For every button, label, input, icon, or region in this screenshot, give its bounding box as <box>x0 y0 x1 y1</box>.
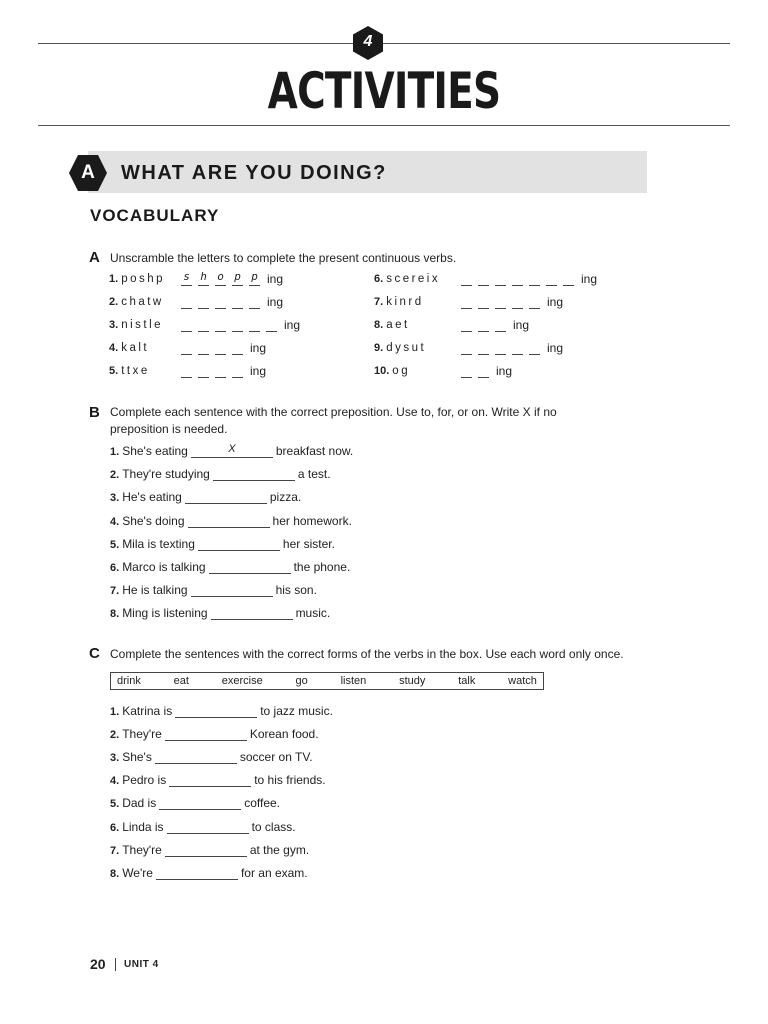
answer-blank[interactable] <box>211 606 293 620</box>
exercise-a-letter: A <box>89 249 100 266</box>
answer-blank[interactable] <box>185 490 267 504</box>
sentence-item <box>110 514 352 528</box>
sentence-item <box>110 843 309 857</box>
letter-blank[interactable] <box>232 363 243 378</box>
letter-blanks <box>461 363 512 378</box>
sentence-item <box>110 490 301 504</box>
letter-blank[interactable]: p <box>232 271 243 286</box>
exercise-b-instruction <box>110 404 650 438</box>
scramble-item <box>374 319 410 331</box>
letter-blank[interactable] <box>266 317 277 332</box>
letter-blank[interactable] <box>232 317 243 332</box>
ing-suffix: ing <box>513 318 530 332</box>
letter-blank[interactable]: h <box>198 271 209 286</box>
sentence-end: her homework. <box>272 513 352 528</box>
letter-blank[interactable] <box>215 317 226 332</box>
page-title: ACTIVITIES <box>267 62 501 120</box>
exercise-c-instruction: Complete the sentences with the correct forms of the verbs in the box. Use each word only once. <box>110 647 624 661</box>
answer-blank[interactable] <box>188 514 270 528</box>
letter-blanks <box>181 363 266 378</box>
answer-blank[interactable] <box>191 583 273 597</box>
letter-blanks <box>461 271 597 286</box>
sentence-item <box>110 583 317 597</box>
sentence-item <box>110 704 333 718</box>
sentence-item <box>110 727 319 741</box>
scramble-item <box>109 273 165 285</box>
sentence-end: at the gym. <box>249 842 310 857</box>
letter-blank[interactable] <box>461 340 472 355</box>
exercise-a-instruction: Unscramble the letters to complete the present continuous verbs. <box>110 251 457 265</box>
answer-blank[interactable] <box>167 820 249 834</box>
scrambled-letters: og <box>392 365 411 377</box>
letter-blanks <box>461 294 563 309</box>
item-number: 8. <box>374 319 384 331</box>
ing-suffix: ing <box>547 341 564 355</box>
scramble-item <box>374 273 440 285</box>
vocabulary-heading: VOCABULARY <box>90 206 220 225</box>
sentence-item <box>110 796 280 810</box>
exercise-b-instruction-line-1: Complete each sentence with the correct preposition. Use to, for, or on. Write X if no <box>110 405 557 419</box>
letter-blank[interactable] <box>215 294 226 309</box>
letter-blank[interactable] <box>198 340 209 355</box>
item-number: 8. <box>110 608 120 621</box>
item-number: 2. <box>110 469 120 482</box>
letter-blank[interactable] <box>478 340 489 355</box>
scrambled-letters: ttxe <box>121 365 150 377</box>
item-number: 7. <box>110 585 120 598</box>
word-box-item: listen <box>340 675 367 687</box>
exercise-b-letter: B <box>89 404 100 421</box>
sentence-end: his son. <box>275 583 317 598</box>
letter-blanks <box>461 340 563 355</box>
letter-blank[interactable] <box>478 317 489 332</box>
word-box-item: drink <box>117 675 141 687</box>
word-box-item: talk <box>458 675 476 687</box>
sentence-item <box>110 444 353 458</box>
sentence-end: to his friends. <box>254 773 326 788</box>
item-number: 1. <box>110 706 120 718</box>
scrambled-letters: scereix <box>386 273 441 285</box>
ing-suffix: ing <box>547 295 564 309</box>
sentence-start: They're <box>122 727 162 742</box>
answer-blank[interactable] <box>156 866 238 880</box>
item-number: 2. <box>109 296 119 308</box>
sentence-start: He is talking <box>122 583 188 598</box>
answer-blank[interactable] <box>213 467 295 481</box>
exercise-c-letter: C <box>89 645 100 662</box>
letter-blank[interactable] <box>249 294 260 309</box>
item-number: 4. <box>110 515 120 528</box>
sentence-start: She's doing <box>122 513 185 528</box>
letter-blank[interactable] <box>232 340 243 355</box>
sentence-end: Korean food. <box>249 727 319 742</box>
sentence-end: breakfast now. <box>275 444 354 458</box>
sentence-start: Pedro is <box>122 773 167 788</box>
ing-suffix: ing <box>284 318 301 332</box>
scrambled-letters: nistle <box>121 319 164 331</box>
sentence-item <box>110 537 335 551</box>
ing-suffix: ing <box>267 295 284 309</box>
letter-blank[interactable] <box>495 340 506 355</box>
ing-suffix: ing <box>267 272 284 286</box>
sentence-end: to jazz music. <box>260 704 333 718</box>
sentence-item <box>110 820 296 834</box>
letter-blank[interactable] <box>495 317 506 332</box>
sentence-start: They're <box>122 842 162 857</box>
scramble-item <box>374 296 424 308</box>
letter-blank[interactable] <box>215 363 226 378</box>
sentence-end: music. <box>295 606 331 621</box>
scramble-item <box>374 342 426 354</box>
sentence-end: her sister. <box>282 536 335 551</box>
letter-blanks <box>461 317 529 332</box>
answer-blank[interactable]: X <box>191 444 273 458</box>
letter-blanks <box>181 271 283 286</box>
letter-blank[interactable] <box>215 340 226 355</box>
letter-blank[interactable] <box>529 271 540 286</box>
sentence-item <box>110 750 313 764</box>
item-number: 3. <box>110 752 120 765</box>
sentence-end: to class. <box>251 819 296 834</box>
sentence-end: for an exam. <box>240 865 308 880</box>
sentence-start: Mila is texting <box>122 536 195 551</box>
scramble-item <box>374 365 410 377</box>
scrambled-letters: dysut <box>386 342 427 354</box>
letter-blanks <box>181 317 300 332</box>
sentence-start: He's eating <box>122 490 182 505</box>
scrambled-letters: kalt <box>121 342 150 354</box>
answer-blank[interactable] <box>175 704 257 718</box>
sentence-start: Linda is <box>122 819 164 834</box>
item-number: 6. <box>374 273 384 285</box>
section-letter: A <box>81 162 95 183</box>
scramble-item <box>109 365 150 377</box>
sentence-end: soccer on TV. <box>239 750 313 765</box>
item-number: 3. <box>110 492 120 505</box>
sentence-item <box>110 606 330 620</box>
word-box <box>110 672 544 690</box>
item-number: 5. <box>110 538 120 551</box>
item-number: 2. <box>110 729 120 742</box>
item-number: 10. <box>374 365 390 377</box>
sentence-item <box>110 773 326 787</box>
sentence-start: Katrina is <box>122 704 173 718</box>
sentence-start: Dad is <box>122 796 157 811</box>
letter-blank[interactable] <box>181 294 192 309</box>
letter-blank[interactable] <box>181 340 192 355</box>
scramble-item <box>109 342 149 354</box>
sentence-start: She's <box>122 750 152 765</box>
item-number: 9. <box>374 342 384 354</box>
sentence-start: Ming is listening <box>122 606 208 621</box>
ing-suffix: ing <box>581 272 598 286</box>
letter-blanks <box>181 340 266 355</box>
word-box-item: watch <box>508 675 537 687</box>
item-number: 5. <box>110 798 120 811</box>
letter-blank[interactable] <box>181 363 192 378</box>
sentence-end: a test. <box>297 467 331 482</box>
item-number: 1. <box>110 446 120 458</box>
answer-blank[interactable] <box>155 750 237 764</box>
answer-blank[interactable] <box>169 773 251 787</box>
letter-blank[interactable] <box>461 271 472 286</box>
letter-blank[interactable] <box>546 271 557 286</box>
scrambled-letters: chatw <box>121 296 164 308</box>
letter-blank[interactable]: o <box>215 271 226 286</box>
word-box-item: study <box>399 675 426 687</box>
letter-blank[interactable] <box>495 294 506 309</box>
item-number: 8. <box>110 867 120 880</box>
letter-blank[interactable] <box>529 340 540 355</box>
unit-number: 4 <box>363 33 373 50</box>
scramble-item <box>109 296 164 308</box>
item-number: 7. <box>110 844 120 857</box>
ing-suffix: ing <box>496 364 513 378</box>
sentence-end: the phone. <box>293 560 351 574</box>
scrambled-letters: aet <box>386 319 410 331</box>
letter-blank[interactable] <box>461 317 472 332</box>
sentence-start: Marco is talking <box>122 560 206 574</box>
letter-blank[interactable] <box>478 363 489 378</box>
scrambled-letters: poshp <box>121 273 166 285</box>
item-number: 4. <box>110 775 120 788</box>
answer-blank[interactable] <box>159 796 241 810</box>
page-number: 20 <box>90 956 106 972</box>
letter-blank[interactable] <box>495 271 506 286</box>
answer-blank[interactable] <box>165 843 247 857</box>
letter-blank[interactable] <box>512 271 523 286</box>
item-number: 1. <box>109 273 119 285</box>
letter-blank[interactable] <box>232 294 243 309</box>
letter-blank[interactable] <box>563 271 574 286</box>
letter-blank[interactable] <box>198 294 209 309</box>
letter-blank[interactable] <box>181 317 192 332</box>
letter-blank[interactable] <box>461 363 472 378</box>
letter-blank[interactable]: s <box>181 271 192 286</box>
item-number: 6. <box>110 821 120 834</box>
sentence-start: She's eating <box>122 444 188 458</box>
word-box-item: eat <box>173 675 189 687</box>
sentence-start: We're <box>122 865 153 880</box>
word-box-item: go <box>295 675 308 687</box>
item-number: 5. <box>109 365 119 377</box>
sentence-item <box>110 467 331 481</box>
answer-blank[interactable] <box>209 560 291 574</box>
item-number: 3. <box>109 319 119 331</box>
sentence-end: pizza. <box>269 490 302 505</box>
letter-blank[interactable] <box>249 317 260 332</box>
letter-blanks <box>181 294 283 309</box>
scrambled-letters: kinrd <box>386 296 424 308</box>
letter-blank[interactable] <box>512 340 523 355</box>
scramble-item <box>109 319 163 331</box>
letter-blank[interactable] <box>478 271 489 286</box>
ing-suffix: ing <box>250 364 267 378</box>
sentence-item <box>110 866 308 880</box>
sentence-end: coffee. <box>244 796 281 811</box>
title-rule <box>38 125 730 126</box>
answer-blank[interactable] <box>198 537 280 551</box>
item-number: 7. <box>374 296 384 308</box>
item-number: 6. <box>110 562 120 574</box>
letter-blank[interactable] <box>198 363 209 378</box>
letter-blank[interactable] <box>529 294 540 309</box>
exercise-b-instruction-line-2: preposition is needed. <box>110 422 228 436</box>
letter-blank[interactable] <box>198 317 209 332</box>
footer-divider <box>115 958 116 971</box>
word-box-item: exercise <box>221 675 263 687</box>
footer-unit-label: UNIT 4 <box>124 959 159 970</box>
ing-suffix: ing <box>250 341 267 355</box>
letter-blank[interactable]: p <box>249 271 260 286</box>
letter-blank[interactable] <box>478 294 489 309</box>
letter-blank[interactable] <box>512 294 523 309</box>
answer-blank[interactable] <box>165 727 247 741</box>
letter-blank[interactable] <box>461 294 472 309</box>
sentence-start: They're studying <box>122 467 210 482</box>
section-title: WHAT ARE YOU DOING? <box>121 162 387 184</box>
sentence-item <box>110 560 350 574</box>
item-number: 4. <box>109 342 119 354</box>
